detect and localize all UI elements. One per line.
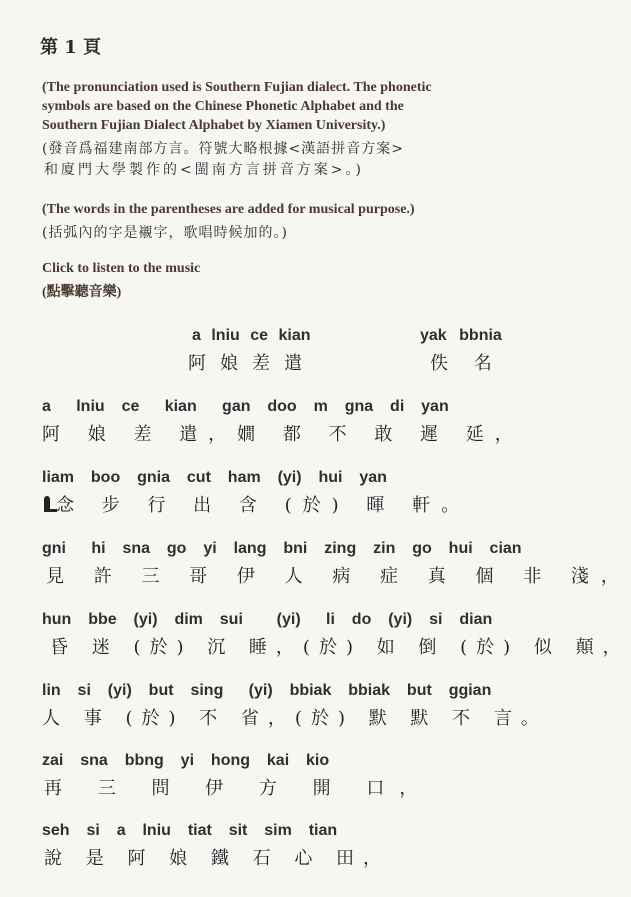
- lyric-line-6: 再 三 問 伊 方 開 口，: [44, 778, 433, 799]
- pronunciation-note-zh-2: 和廈門大學製作的<閩南方言拼音方案>。): [44, 162, 364, 178]
- lyric-line-3-romanization: gni hi sna go yi lang bni zing zin go hui cian: [42, 540, 522, 557]
- author-name: 佚 名: [430, 353, 502, 374]
- listen-link[interactable]: Click to listen to the music: [42, 261, 201, 276]
- lyric-line-6-romanization: zai sna bbng yi hong kai kio: [42, 752, 330, 769]
- lyric-line-7-romanization: seh si a lniu tiat sit sim tian: [42, 822, 338, 839]
- lyric-line-1: 阿 娘 差 遣，嫺 都 不 敢 遲 延，: [42, 424, 524, 445]
- parentheses-note-zh: (括弧內的字是襯字，歌唱時候加的。): [42, 225, 288, 241]
- pronunciation-note-en-1: (The pronunciation used is Southern Fujian dialect. The phonetic: [42, 80, 432, 95]
- listen-link-zh[interactable]: (點擊聽音樂): [42, 285, 122, 300]
- lyric-line-5-romanization: lin si (yi) but sing (yi) bbiak bbiak but ggian: [42, 682, 492, 699]
- pronunciation-note-en-3: Southern Fujian Dialect Alphabet by Xiamen University.): [42, 118, 386, 133]
- lyric-line-4-romanization: hun bbe (yi) dim sui (yi) li do (yi) si dian: [42, 611, 493, 628]
- lyric-line-2: 念 步 行 出 含 (於) 暉 軒。: [56, 495, 471, 516]
- lyric-line-2-romanization: liam boo gnia cut ham (yi) hui yan: [42, 469, 387, 486]
- lyric-line-5: 人 事 (於) 不 省，(於) 默 默 不 言。: [42, 708, 548, 729]
- pronunciation-note-en-2: symbols are based on the Chinese Phonetic Alphabet and the: [42, 99, 404, 114]
- lyric-line-4: 昏 迷 (於) 沉 睡，(於) 如 倒 (於) 似 顛，: [50, 637, 630, 658]
- author-romanization: yak bbnia: [420, 327, 502, 344]
- lyric-line-7: 說 是 阿 娘 鐵 石 心 田，: [44, 848, 391, 869]
- lyric-line-3: 見 許 三 哥 伊 人 病 症 真 個 非 淺，: [46, 566, 631, 587]
- song-title: 阿娘差遣: [188, 353, 316, 374]
- page-number: 第 1 頁: [40, 37, 102, 58]
- song-title-romanization: a lniu ce kian: [192, 327, 311, 344]
- lyric-line-1-romanization: a lniu ce kian gan doo m gna di yan: [42, 398, 449, 415]
- pronunciation-note-zh-1: (發音爲福建南部方言。符號大略根據<漢語拼音方案>: [42, 141, 404, 157]
- lyric-line-2-row: [42, 491, 470, 517]
- parentheses-note-en: (The words in the parentheses are added for musical purpose.): [42, 202, 415, 217]
